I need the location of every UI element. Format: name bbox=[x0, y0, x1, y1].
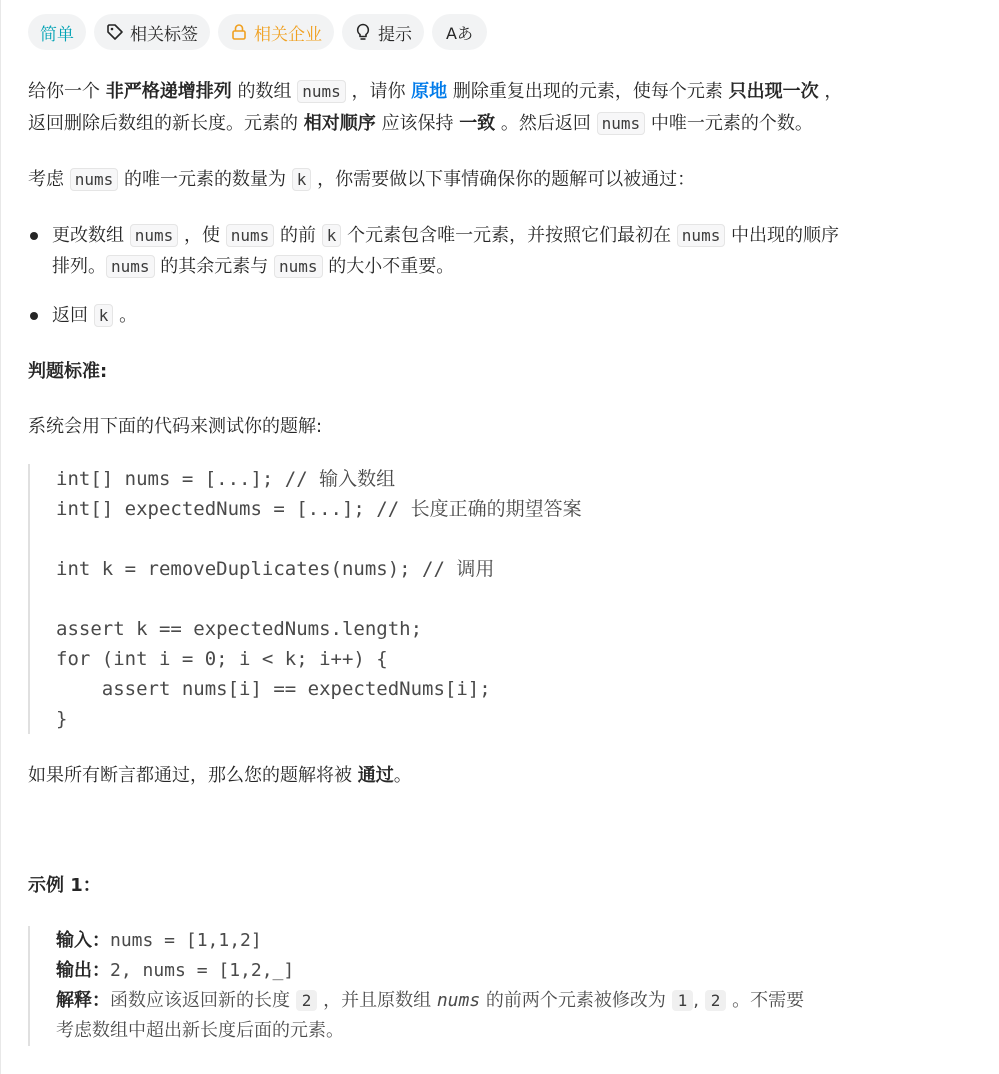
description-line-1 bbox=[28, 76, 842, 107]
text: 返回 bbox=[52, 305, 94, 326]
inline-code: nums bbox=[226, 224, 275, 247]
bullet-2 bbox=[52, 300, 137, 331]
text: 的数组 bbox=[231, 81, 298, 102]
judge-title-text: 判题标准: bbox=[28, 361, 108, 382]
text: 的前 bbox=[274, 225, 322, 246]
example-1-block bbox=[28, 926, 968, 1046]
code-line-1: int[] nums = [...]; // 输入数组 bbox=[56, 468, 396, 490]
code-line-7: } bbox=[56, 708, 68, 730]
text: 给你一个 bbox=[28, 81, 106, 102]
inline-code: k bbox=[322, 224, 342, 247]
code-line-3: int k = removeDuplicates(nums); // 调用 bbox=[56, 558, 495, 580]
text: 应该保持 bbox=[375, 113, 460, 134]
text: 排列。 bbox=[52, 256, 106, 277]
text: 如果所有断言都通过，那么您的题解将被 bbox=[28, 765, 358, 786]
description-line-2 bbox=[28, 108, 813, 139]
hint-button[interactable] bbox=[342, 14, 424, 50]
text: 返回删除后数组的新长度。元素的 bbox=[28, 113, 304, 134]
example-explanation: 解释：函数应该返回新的长度 2 ，并且原数组 nums 的前两个元素被修改为 1 , 2 。不需要 bbox=[56, 990, 805, 1011]
text: 的唯一元素的数量为 bbox=[118, 169, 292, 190]
related-tags-button[interactable] bbox=[94, 14, 210, 50]
text: ，请你 bbox=[345, 81, 412, 102]
text: ，你需要做以下事情确保你的题解可以被通过： bbox=[311, 169, 696, 190]
difficulty-label: 简单 bbox=[40, 24, 74, 45]
judge-description: 系统会用下面的代码来测试你的题解: bbox=[28, 416, 323, 437]
example-output: 输出：2, nums = [1,2,_] bbox=[56, 960, 295, 981]
bold-text: 非严格递增排列 bbox=[105, 81, 232, 102]
text: 的大小不重要。 bbox=[322, 256, 455, 277]
bold-text: 通过 bbox=[357, 765, 394, 786]
text: ，使 bbox=[178, 225, 226, 246]
bold-text: 一致 bbox=[459, 113, 496, 134]
bullet-1-line-2 bbox=[52, 251, 454, 282]
text: 。然后返回 bbox=[495, 113, 597, 134]
inline-code: nums bbox=[70, 168, 119, 191]
bullet-dot bbox=[30, 312, 38, 320]
text: 。 bbox=[393, 765, 412, 786]
judge-code-block bbox=[28, 464, 582, 734]
code-line-blank bbox=[56, 584, 582, 614]
inline-code: nums bbox=[597, 112, 646, 135]
related-companies-button[interactable] bbox=[218, 14, 334, 50]
translate-icon: Aあ bbox=[446, 23, 473, 43]
inline-code: nums bbox=[274, 255, 323, 278]
example-1-title bbox=[28, 870, 101, 901]
translate-button[interactable] bbox=[432, 14, 487, 50]
difficulty-badge bbox=[28, 14, 86, 50]
bold-text: 相对顺序 bbox=[303, 113, 376, 134]
text: 中唯一元素的个数。 bbox=[645, 113, 813, 134]
inline-code: k bbox=[292, 168, 312, 191]
text: 考虑 bbox=[28, 169, 70, 190]
tag-icon bbox=[106, 23, 124, 41]
text: 个元素包含唯一元素，并按照它们最初在 bbox=[341, 225, 677, 246]
pass-statement bbox=[28, 760, 412, 791]
bold-text: 只出现一次 bbox=[728, 81, 819, 102]
description-line-3 bbox=[28, 164, 695, 195]
lightbulb-icon bbox=[354, 23, 372, 41]
tag-row bbox=[28, 14, 487, 52]
left-divider bbox=[0, 0, 1, 1074]
judge-title bbox=[28, 356, 107, 387]
text: 的其余元素与 bbox=[154, 256, 274, 277]
inline-code: nums bbox=[677, 224, 726, 247]
bullet-1-line-1 bbox=[52, 220, 839, 251]
example-explanation-line-2: 考虑数组中超出新长度后面的元素。 bbox=[56, 1020, 344, 1041]
text: 中出现的顺序 bbox=[725, 225, 840, 246]
inline-code: nums bbox=[297, 80, 346, 103]
related-companies-label: 相关企业 bbox=[254, 24, 322, 45]
in-place-link[interactable]: 原地 bbox=[411, 81, 448, 102]
related-tags-label: 相关标签 bbox=[130, 24, 198, 45]
text: 更改数组 bbox=[52, 225, 130, 246]
text: 。 bbox=[113, 305, 138, 326]
inline-code: nums bbox=[106, 255, 155, 278]
code-line-4: assert k == expectedNums.length; bbox=[56, 618, 423, 640]
example-title-text: 示例 1： bbox=[28, 875, 101, 896]
bullet-dot bbox=[30, 232, 38, 240]
code-line-blank bbox=[56, 524, 582, 554]
code-line-6: assert nums[i] == expectedNums[i]; bbox=[56, 678, 491, 700]
code-line-5: for (int i = 0; i < k; i++) { bbox=[56, 648, 388, 670]
inline-code: nums bbox=[130, 224, 179, 247]
hint-label: 提示 bbox=[378, 24, 412, 45]
inline-code: k bbox=[94, 304, 114, 327]
text: 删除重复出现的元素，使每个元素 bbox=[447, 81, 729, 102]
code-line-2: int[] expectedNums = [...]; // 长度正确的期望答案 bbox=[56, 498, 582, 520]
lock-icon bbox=[230, 23, 248, 41]
text: ， bbox=[818, 81, 843, 102]
example-input: 输入：nums = [1,1,2] bbox=[56, 930, 262, 951]
